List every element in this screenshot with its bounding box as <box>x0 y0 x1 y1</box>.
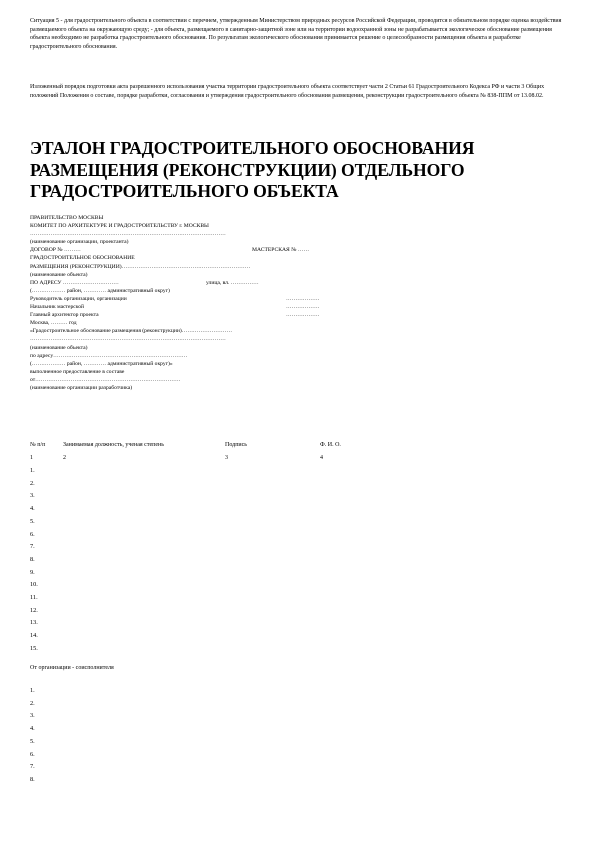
document-title: ЭТАЛОН ГРАДОСТРОИТЕЛЬНОГО ОБОСНОВАНИЯ РАЗМЕЩЕНИЯ (РЕКОНСТРУКЦИИ) ОТДЕЛЬНОГО ГРАДОСТРОИТЕЛЬНОГО ОБЪЕКТА <box>30 138 475 201</box>
committee-line: КОМИТЕТ ПО АРХИТЕКТУРЕ И ГРАДОСТРОИТЕЛЬСТВУ г. МОСКВЫ <box>30 223 209 230</box>
column-number: 3 <box>225 455 228 461</box>
submitted-line: выполненное предоставление в составе <box>30 368 125 375</box>
table-header-number: № п/п <box>30 442 46 448</box>
workshop-field: МАСТЕРСКАЯ № …… <box>252 247 310 254</box>
chief-architect-line <box>30 311 360 319</box>
chief-architect-label: Главный архитектор проекта <box>30 312 99 319</box>
district-caption: (……………… район, ………… административный округ) <box>30 287 170 294</box>
object-name-caption: (наименование объекта) <box>30 344 88 351</box>
list-item: 1. <box>30 687 35 694</box>
district-caption: (……………… район, ………… административный округ)» <box>30 360 173 367</box>
dotted-line: …………………………………………………………………………………………… <box>30 336 226 343</box>
table-header-name: Ф. И. О. <box>320 442 341 448</box>
title-page-form <box>30 214 360 392</box>
table-row: 12. <box>30 606 38 614</box>
list-item: 7. <box>30 763 35 771</box>
table-row: 5. <box>30 517 35 525</box>
table-row: 10. <box>30 581 38 589</box>
list-item: 3. <box>30 712 35 720</box>
table-header-position: Занимаемая должность, ученая степень <box>63 442 164 448</box>
table-row: 9. <box>30 568 35 576</box>
developer-caption: (наименование организации разработчика) <box>30 384 133 391</box>
table-row: 3. <box>30 492 35 500</box>
address-line <box>30 279 360 287</box>
moscow-year-line: Москва, ……… год <box>30 320 77 327</box>
by-address-line: по адресу……………………………………………………………… <box>30 352 188 359</box>
signature-dots: ……………… <box>286 304 320 311</box>
legal-paragraph: Изложенный порядок подготовки акта разрешенного использования участка территории градостроительного объекта соответствует части 2 Статьи 61 Градостроительного Кодекса РФ и части 3 Общих положений Положения о составе, порядке разработки, согласования и утверждения градостроительного обоснования размещения, реконструкции градостроительного объекта № 838-ППМ от 13.08.02. <box>30 84 545 99</box>
column-number: 4 <box>320 455 323 461</box>
contract-line <box>30 246 360 254</box>
table-rows <box>30 465 38 656</box>
table-row: 15. <box>30 644 38 652</box>
table-header-signature: Подпись <box>225 442 248 448</box>
contract-field: ДОГОВОР № ……… <box>30 247 81 254</box>
column-number: 1 <box>30 455 33 461</box>
list-item: 2. <box>30 699 35 707</box>
head-workshop-line <box>30 303 360 311</box>
head-org-label: Руководитель организации, организации <box>30 295 127 302</box>
justification-heading: ГРАДОСТРОИТЕЛЬНОЕ ОБОСНОВАНИЕ <box>30 255 135 262</box>
table-row: 6. <box>30 530 35 538</box>
table-row: 1. <box>30 467 35 474</box>
signature-dots: ……………… <box>286 295 320 302</box>
government-line: ПРАВИТЕЛЬСТВО МОСКВЫ <box>30 215 104 221</box>
from-line: от…………………………………………………………………… <box>30 376 181 383</box>
justification-quote: «Градостроительное обоснование размещения (реконструкции)……………………… <box>30 328 233 335</box>
list-item: 4. <box>30 725 35 733</box>
object-name-caption: (наименование объекта) <box>30 271 88 278</box>
table-row: 11. <box>30 594 38 602</box>
head-org-line <box>30 295 360 303</box>
list-item: 8. <box>30 775 35 783</box>
list-item: 6. <box>30 750 35 758</box>
column-number: 2 <box>63 455 66 461</box>
placement-line: РАЗМЕЩЕНИЯ (РЕКОНСТРУКЦИИ)…………………………………………………………… <box>30 263 251 270</box>
coexecutor-rows <box>30 685 35 787</box>
coexecutor-label: От организации - соисполнителя <box>30 665 114 671</box>
table-row: 8. <box>30 555 35 563</box>
intro-paragraph: Ситуация 5 - для градостроительного объекта в соответствии с перечнем, утвержденным Министерством природных ресурсов Российской Федерации, проводится в обязательном порядке оценка воздействия размещаемого объекта на окружающую среду; - для объекта, размещаемого в санитарно-защитной зоне или на территории водоохранной зоны не разрабатывается экологическое обоснование размещения объекта необходимо не разработка градостроительного обоснования. По результатам экологического обоснования принимается решение о целесообразности размещения объекта и разработке градостроительного обоснования. <box>30 18 562 50</box>
table-row: 7. <box>30 543 35 551</box>
list-item: 5. <box>30 737 35 745</box>
table-row: 14. <box>30 632 38 640</box>
signature-dots: ……………… <box>286 312 320 319</box>
address-field: ПО АДРЕСУ ………………………… <box>30 279 119 286</box>
street-field: улица, вл. …………… <box>206 279 259 286</box>
table-row: 13. <box>30 619 38 627</box>
org-name-caption: (наименование организации, проектанта) <box>30 239 129 246</box>
table-row: 2. <box>30 479 35 487</box>
table-row: 4. <box>30 505 35 513</box>
dotted-line: …………………………………………………………………………………………… <box>30 231 226 238</box>
head-workshop-label: Начальник мастерской <box>30 304 84 311</box>
